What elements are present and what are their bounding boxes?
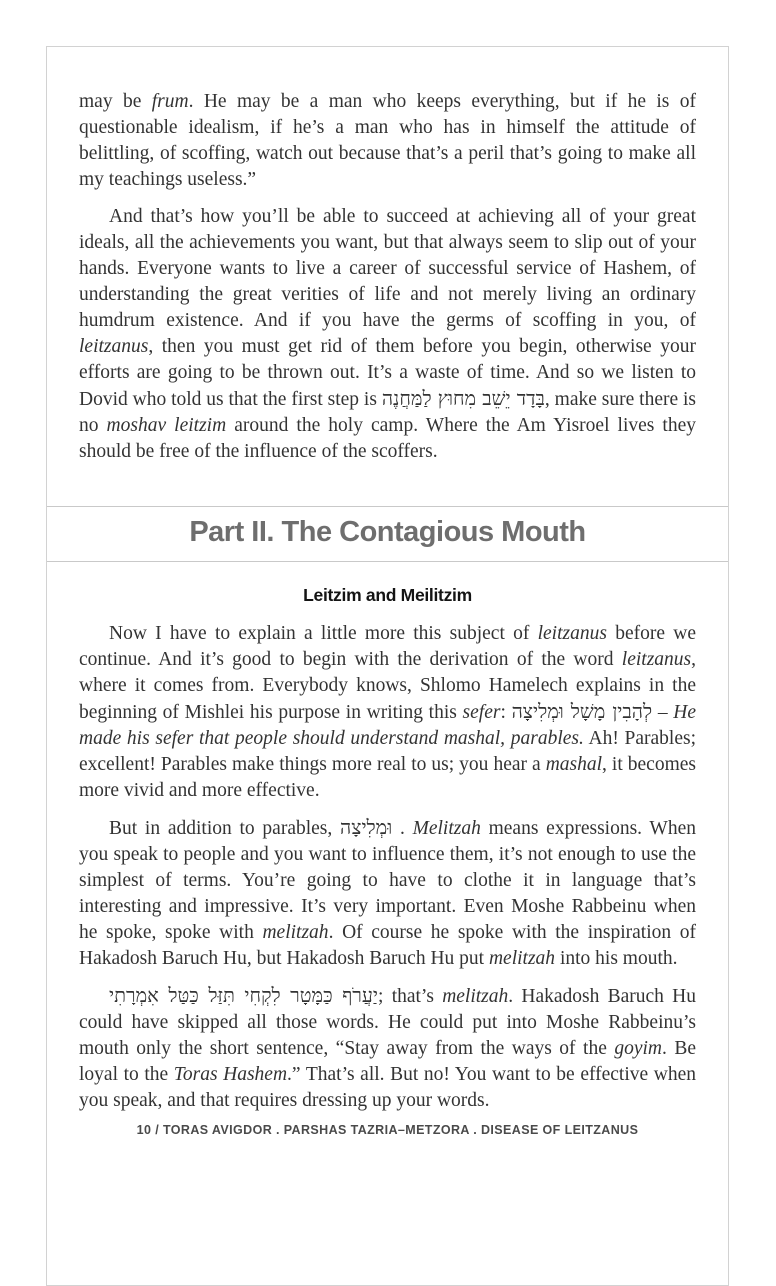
body-text-bottom: [47, 582, 728, 1114]
subsection-heading: Leitzim and Meilitzim: [303, 585, 472, 605]
page-footer: 10 / TORAS AVIGDOR . PARSHAS TAZRIA–METZORA . DISEASE OF LEITZANUS: [136, 1123, 639, 1137]
body-paragraph: may be frum. He may be a man who keeps everything, but if he is of questionable idealism, if he’s a man who has in himself the attitude of belittling, of scoffing, watch out because that’s a peril that’s going to make all my teachings useless.”: [79, 91, 696, 190]
body-paragraph: But in addition to parables, וּמְלִיצָה . Melitzah means expressions. When you speak to people and you want to influence them, it’s not enough to use the simplest of terms. You’re going to have to clothe it in language that’s interesting and impressive. It’s very important. Even Moshe Rabbeinu when he spoke, spoke with melitzah. Of course he spoke with the inspiration of Hakadosh Baruch Hu, but Hakadosh Baruch Hu put melitzah into his mouth.: [79, 816, 696, 969]
body-text-top: [47, 47, 728, 465]
body-paragraph: And that’s how you’ll be able to succeed at achieving all of your great ideals, all the achievements you want, but that always seem to slip out of your hands. Everyone wants to live a career of successful service of Hashem, of understanding the great verities of life and not merely living an ordinary humdrum existence. And if you have the germs of scoffing in you, of leitzanus, then you must get rid of them before you begin, otherwise your efforts are going to be thrown out. It’s a waste of time. And so we listen to Dovid who told us that the first step is בָּדָד יֵשֵׁב מִחוּץ לַמַּחֲנֶה, make sure there is no moshav leitzim around the holy camp. Where the Am Yisroel lives they should be free of the influence of the scoffers.: [79, 206, 697, 462]
section-header: [47, 506, 728, 562]
document-page: [46, 46, 729, 1286]
body-paragraph: Now I have to explain a little more this subject of leitzanus before we continue. And it’s good to begin with the derivation of the word leitzanus, where it comes from. Everybody knows, Shlomo Hamelech explains in the beginning of Mishlei his purpose in writing this sefer: לְהָבִין מָשָׁל וּמְלִיצָה – He made his sefer that people should understand mashal, parables. Ah! Parables; excellent! Parables make things more real to us; you hear a mashal, it becomes more vivid and more effective.: [79, 623, 697, 801]
body-paragraph: יַעֲרֹף כַּמָּטָר לִקְחִי תִּזַּל כַּטַּל אִמְרָתִי; that’s melitzah. Hakadosh Baruch Hu could have skipped all those words. He could put into Moshe Rabbeinu’s mouth only the short sentence, “Stay away from the ways of the goyim. Be loyal to the Toras Hashem.” That’s all. But no! You want to be effective when you speak, and that requires dressing up your words.: [79, 984, 696, 1111]
section-title: Part II. The Contagious Mouth: [189, 516, 586, 548]
